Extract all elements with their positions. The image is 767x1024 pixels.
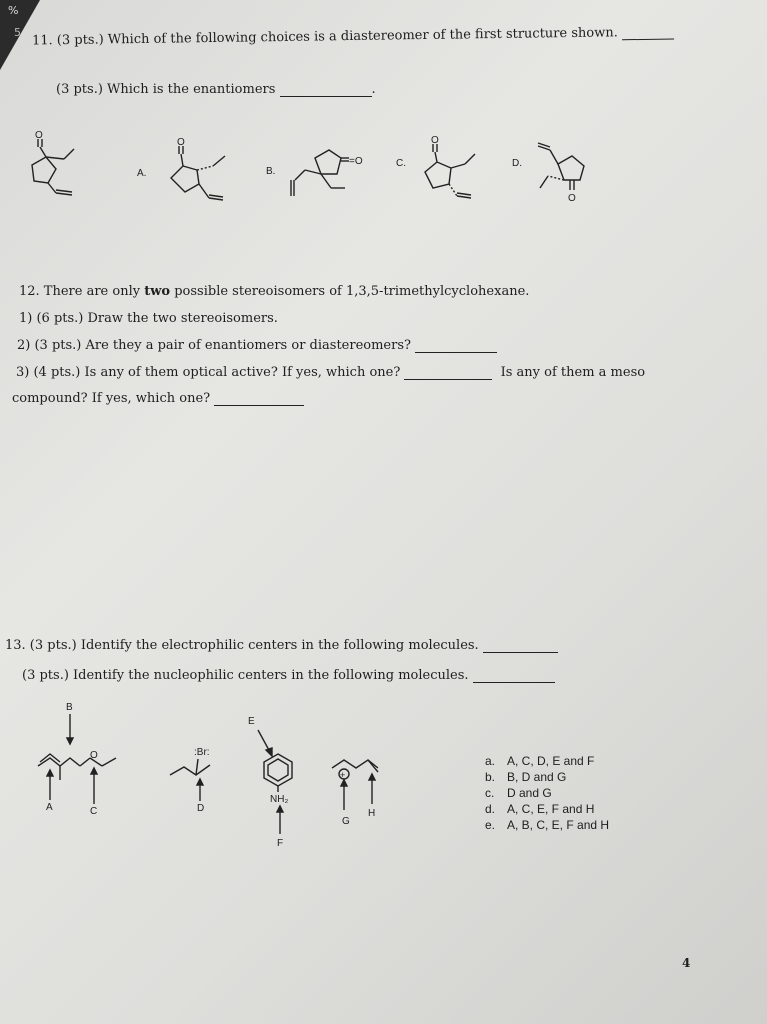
q13-choice-e[interactable] — [485, 818, 609, 832]
q11-answer-blank-1[interactable] — [622, 38, 674, 41]
choice-e-text: A, B, C, E, F and H — [507, 818, 610, 832]
q13-nucleophilic-text: (3 pts.) Identify the nucleophilic centers in the following molecules. — [22, 668, 469, 683]
q11-option-a-structure — [165, 137, 235, 210]
q12-answer-blank-4[interactable] — [214, 404, 304, 406]
label-B: B — [66, 702, 73, 713]
q12-part3 — [16, 365, 645, 380]
q12-part4 — [12, 391, 304, 406]
q13-aniline-molecule — [248, 712, 308, 852]
q13-alkyl-bromide-molecule — [168, 735, 238, 815]
q12-answer-blank-3[interactable] — [404, 378, 492, 380]
q13-electrophilic-text: 13. (3 pts.) Identify the electrophilic centers in the following molecules. — [5, 638, 479, 653]
bromine-atom: :Br: — [194, 747, 210, 758]
q11-number: 11. — [31, 33, 53, 49]
choice-e-key: e. — [485, 818, 496, 832]
q13-choice-c[interactable] — [485, 786, 552, 800]
q11-line2 — [56, 82, 376, 97]
q12-part2 — [17, 338, 497, 353]
option-c-oxygen: O — [431, 135, 439, 146]
choice-b-text: B, D and G — [507, 770, 567, 784]
page-number: 4 — [682, 956, 691, 970]
q11-reference-structure — [22, 130, 82, 205]
q13-ester-molecule — [36, 700, 136, 820]
positive-charge: + — [340, 770, 346, 780]
q13-line1 — [5, 638, 558, 653]
q12-intro — [19, 284, 529, 299]
q12-part1: 1) (6 pts.) Draw the two stereoisomers. — [19, 311, 278, 326]
corner-symbol: % — [8, 4, 19, 17]
q11-option-c-structure — [415, 135, 485, 208]
option-d-oxygen: O — [568, 193, 576, 204]
choice-b-key: b. — [485, 770, 496, 784]
corner-number: 5 — [14, 26, 21, 39]
q11-part1-text: (3 pts.) Which of the following choices is a diastereomer of the first structure shown. — [56, 25, 618, 49]
q13-choice-a[interactable] — [485, 754, 594, 768]
q11-option-b-label: B. — [266, 166, 276, 177]
q13-line2 — [22, 668, 555, 683]
label-A: A — [46, 802, 53, 813]
q13-answer-blank-2[interactable] — [473, 681, 555, 683]
q11-option-c-label: C. — [396, 158, 406, 169]
q11-option-d-label: D. — [512, 158, 522, 169]
label-G: G — [342, 816, 350, 827]
choice-d-key: d. — [485, 802, 496, 816]
choice-a-key: a. — [485, 754, 496, 768]
q11-option-b-structure — [285, 140, 375, 200]
q13-answer-blank-1[interactable] — [483, 651, 558, 653]
q12-intro-start: 12. There are only — [19, 284, 145, 299]
choice-d-text: A, C, E, F and H — [507, 802, 595, 816]
q11-option-d-structure — [530, 140, 600, 210]
label-F: F — [277, 838, 284, 849]
q12-intro-end: possible stereoisomers of 1,3,5-trimethylcyclohexane. — [170, 284, 530, 299]
carbonyl-oxygen: O — [35, 130, 43, 141]
q11-answer-blank-2[interactable] — [280, 95, 372, 97]
q11-part2-end: . — [371, 82, 376, 97]
option-a-oxygen: O — [177, 137, 185, 148]
q12-answer-blank-2[interactable] — [415, 351, 497, 353]
label-H: H — [368, 808, 376, 819]
choice-a-text: A, C, D, E and F — [507, 754, 595, 768]
q12-part3-meso-text: Is any of them a meso — [500, 365, 646, 380]
q12-part2-text: 2) (3 pts.) Are they a pair of enantiomers or diastereomers? — [17, 338, 411, 353]
amine-group: NH₂ — [270, 794, 289, 805]
choice-c-text: D and G — [507, 786, 552, 800]
q11-line1 — [32, 25, 674, 49]
label-E: E — [248, 716, 255, 727]
option-b-oxygen: =O — [349, 156, 363, 167]
label-C: C — [90, 806, 98, 817]
q13-choice-b[interactable] — [485, 770, 566, 784]
q12-part4-text: compound? If yes, which one? — [12, 391, 211, 406]
ester-oxygen: O — [90, 750, 98, 761]
label-D: D — [197, 803, 205, 814]
q13-choice-d[interactable] — [485, 802, 594, 816]
q12-intro-bold: two — [144, 284, 171, 299]
q13-carbocation-molecule — [330, 750, 400, 830]
q11-part2-text: (3 pts.) Which is the enantiomers — [56, 82, 276, 97]
q11-option-a-label: A. — [137, 168, 147, 179]
choice-c-key: c. — [485, 786, 495, 800]
q12-part3-text: 3) (4 pts.) Is any of them optical active? If yes, which one? — [16, 365, 401, 380]
